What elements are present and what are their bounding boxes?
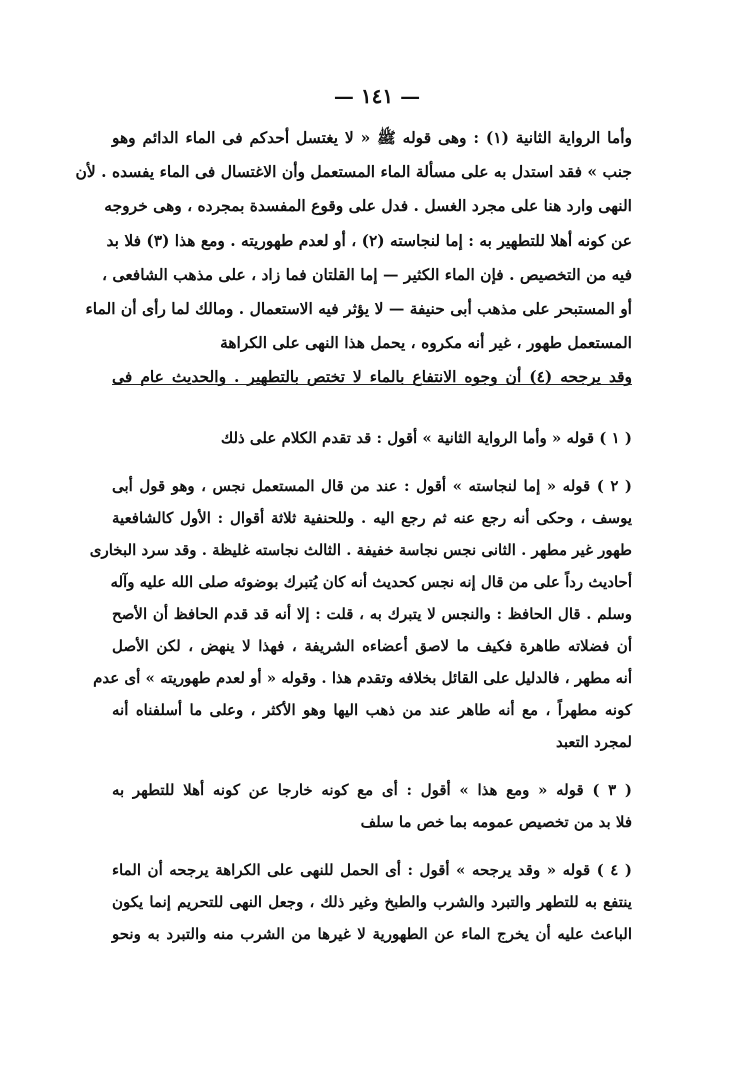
main-text-line: جنب » فقد استدل به على مسألة الماء المستعمل وأن الاغتسال فى الماء يفسده . لأن [75,162,632,181]
footnote-line: ( ٤ ) قوله « وقد يرجحه » أقول : أى الحمل للنهى على الكراهة يرجحه أن الماء [112,861,632,879]
footnote-line: أنه مطهر ، فالدليل على القائل بخلافه وتقدم هذا . وقوله « أو لعدم طهوريته » أى عدم [93,669,632,687]
footnote-line: كونه مطهراً ، مع أنه طاهر عند من ذهب اليها وهو الأكثر ، وعلى ما أسلفناه أنه [112,701,632,719]
page-number: — ١٤١ — [333,84,421,108]
footnote-line: ينتفع به للتطهر والتبرد والشرب والطبخ وغير ذلك ، وجعل النهى للتحريم إنما يكون [112,893,632,911]
footnote-divider [112,384,632,385]
main-text-line: وأما الرواية الثانية (١) : وهى قوله ﷺ « لا يغتسل أحدكم فى الماء الدائم وهو [112,128,632,147]
footnote-line: أحاديث رداً على من قال إنه نجس كحديث أنه كان يُتبرك بوضوئه صلى الله عليه وآله [110,573,632,591]
footnote-line: أن فضلاته طاهرة فكيف ما لاصق أعضاءه الشريفة ، فهذا لا ينهض ، لكن الأصل [112,637,632,655]
footnote-line: يوسف ، وحكى أنه رجع عنه ثم رجع اليه . وللحنفية ثلاثة أقوال : الأول كالشافعية [112,509,632,527]
footnote-line: ( ٣ ) قوله « ومع هذا » أقول : أى مع كونه خارجا عن كونه أهلا للتطهر به [112,781,632,799]
main-text-line: وقد يرجحه (٤) أن وجوه الانتفاع بالماء لا تختص بالتطهير . والحديث عام فى [112,367,633,386]
footnote-line: الباعث عليه أن يخرج الماء عن الطهورية لا غيرها من الشرب منه والتبرد به ونحو [112,925,632,943]
main-text-line: عن كونه أهلا للتطهير به : إما لنجاسته (٢) ، أو لعدم طهوريته . ومع هذا (٣) فلا بد [106,231,632,250]
main-text-line: أو المستبحر على مذهب أبى حنيفة — لا يؤثر فيه الاستعمال . ومالك لما رأى أن الماء [85,299,632,318]
main-text-line: النهى وارد هنا على مجرد الغسل . فدل على وقوع المفسدة بمجرده ، وهى خروجه [104,196,632,215]
main-text-line: فيه من التخصيص . فإن الماء الكثير — إما القلتان فما زاد ، على مذهب الشافعى ، [102,265,632,284]
main-text-line: المستعمل طهور ، غير أنه مكروه ، يحمل هذا النهى على الكراهة [220,333,632,352]
footnote-line: طهور غير مطهر . الثانى نجس نجاسة خفيفة . الثالث نجاسته غليظة . وقد سرد البخارى [89,541,632,559]
footnote-line: لمجرد التعبد [555,733,632,751]
footnote-line: ( ٢ ) قوله « إما لنجاسته » أقول : عند من قال المستعمل نجس ، وهو قول أبى [112,477,632,495]
footnote-line: فلا بد من تخصيص عمومه بما خص ما سلف [360,813,632,831]
footnote-line: ( ١ ) قوله « وأما الرواية الثانية » أقول : قد تقدم الكلام على ذلك [220,429,632,447]
footnote-line: وسلم . قال الحافظ : والنجس لا يتبرك به ، قلت : إلا أنه قد قدم الحافظ أن الأصح [112,605,632,623]
